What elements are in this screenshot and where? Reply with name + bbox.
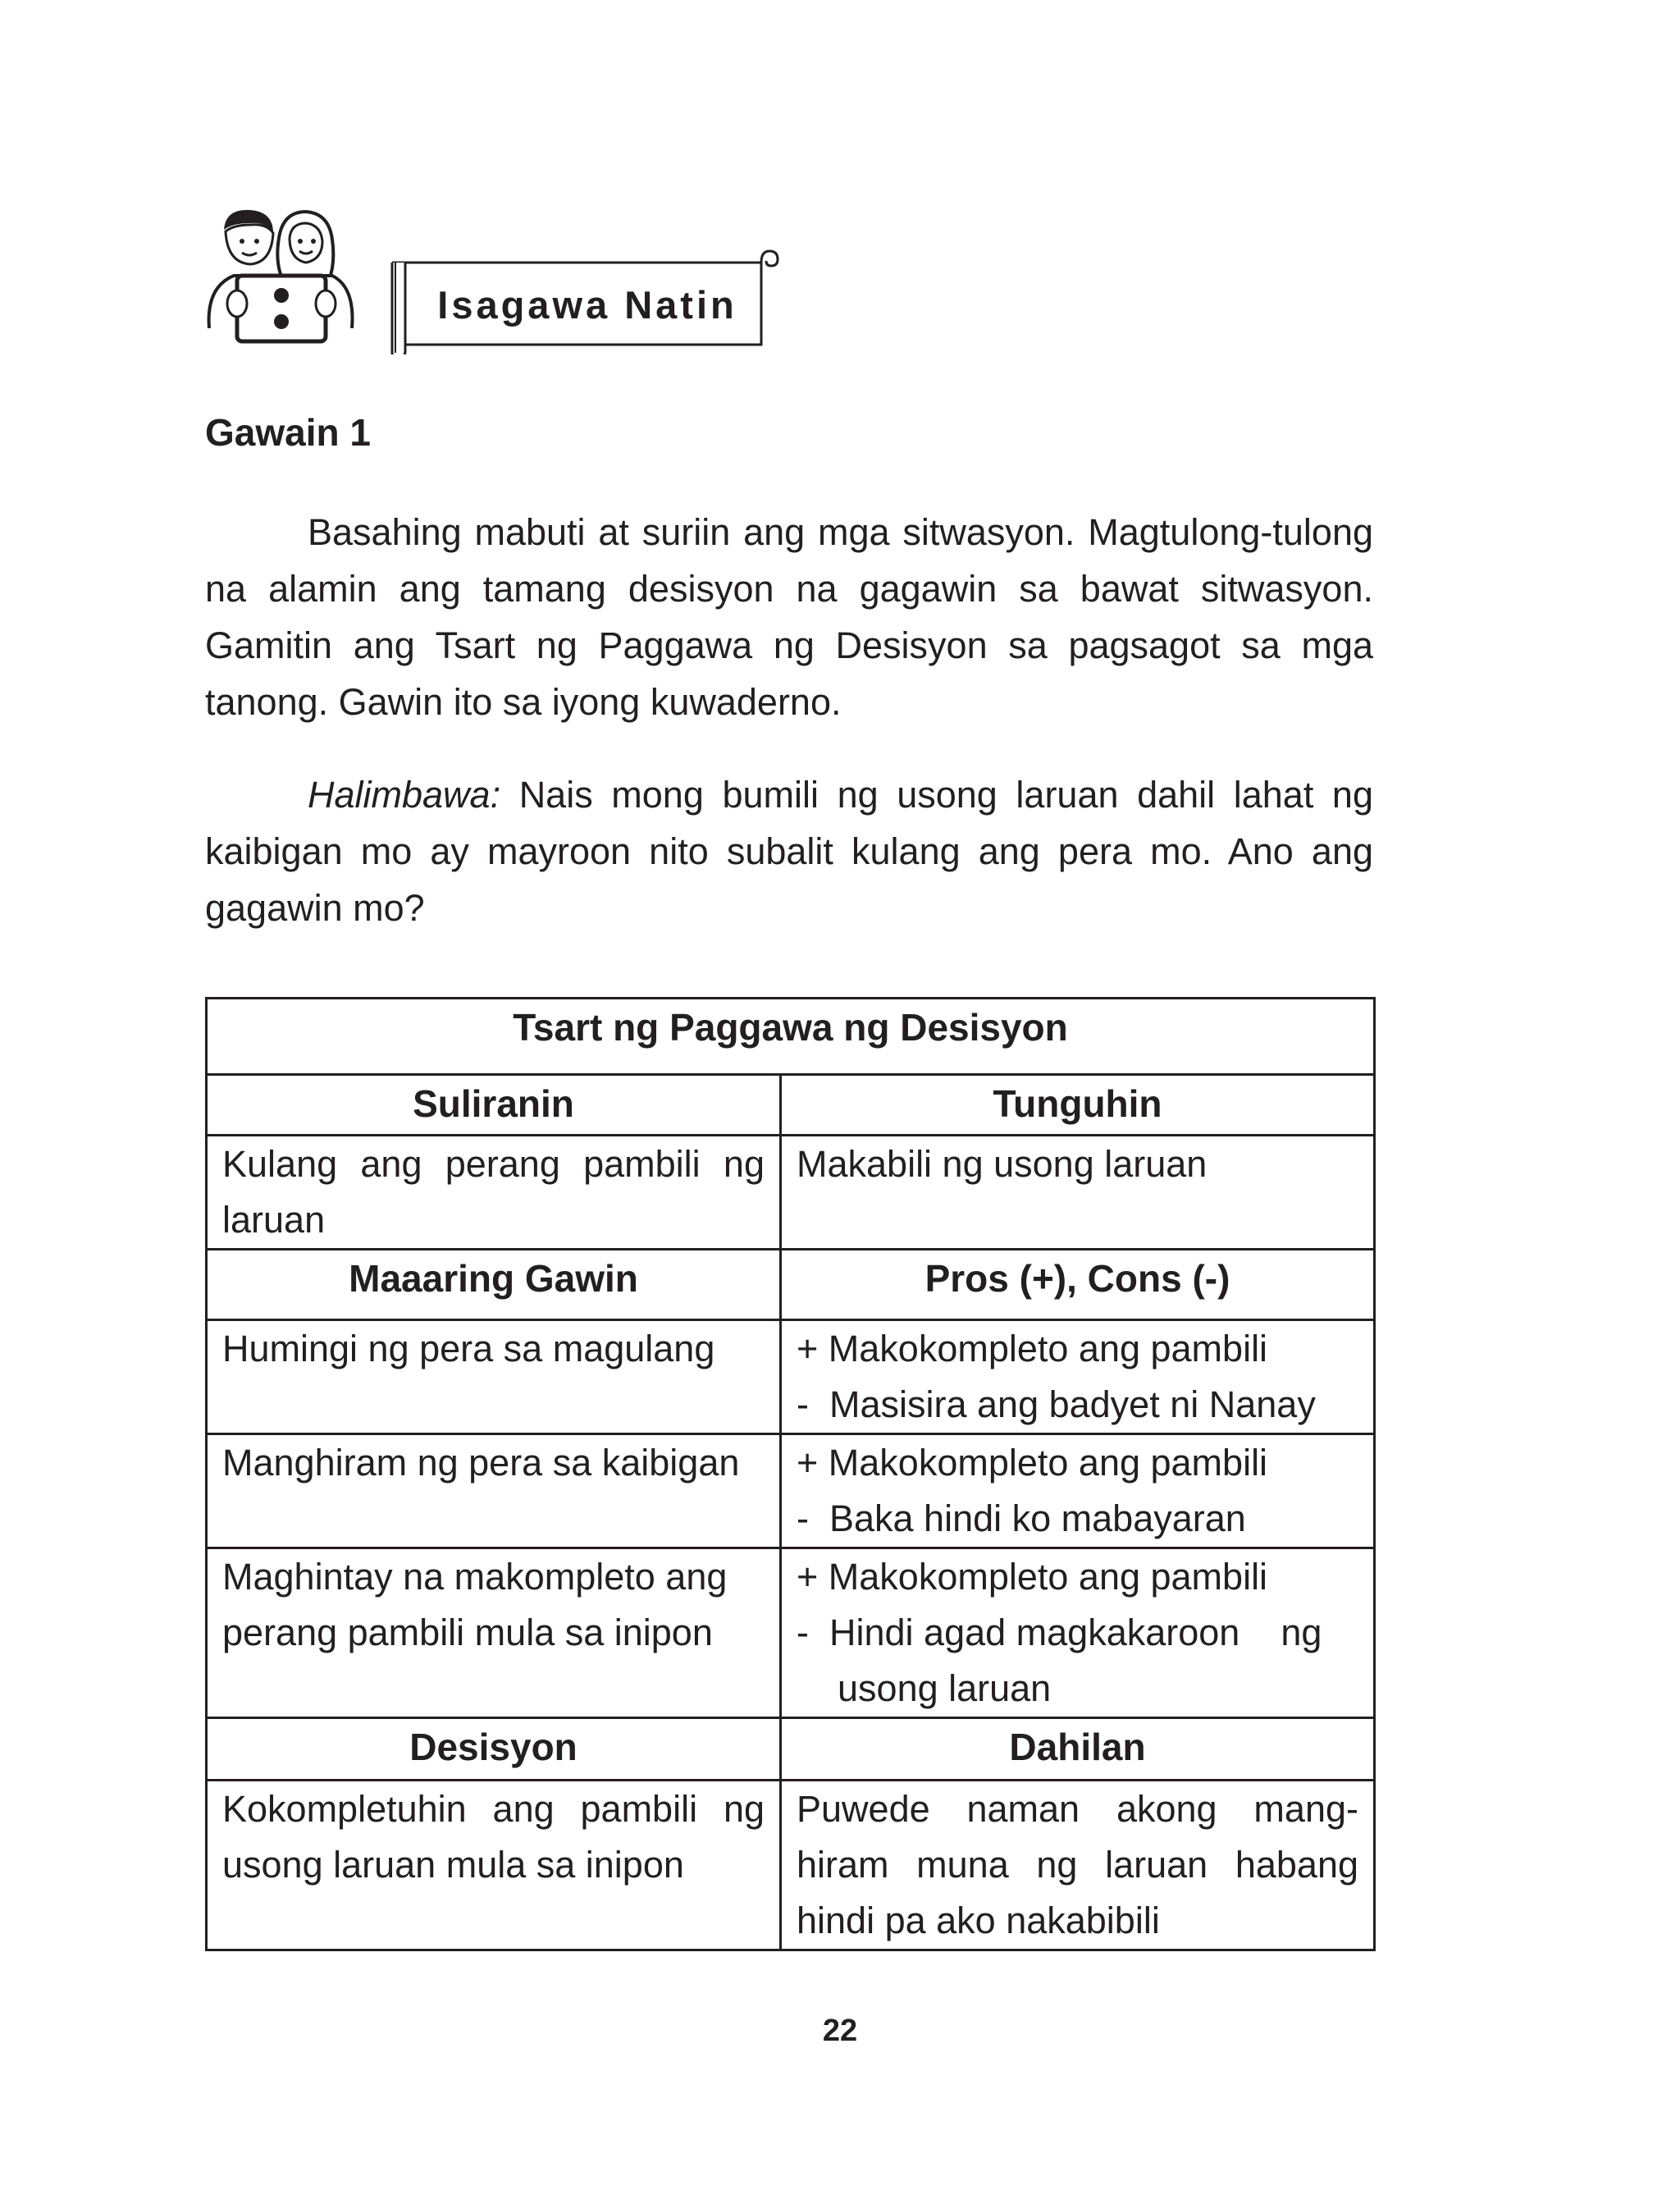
option-pros-cons: [781, 1434, 1375, 1548]
desisyon-header: Desisyon: [207, 1718, 781, 1781]
option-pro: + Makokompleto ang pambili: [797, 1556, 1268, 1598]
suliranin-header: Suliranin: [207, 1075, 781, 1136]
option-pro: + Makokompleto ang pambili: [797, 1442, 1268, 1484]
activity-title: Gawain 1: [205, 411, 371, 454]
option-con: - Masisira ang badyet ni Nanay: [797, 1383, 1316, 1425]
desisyon-cell: Kokompletuhin ang pambili ng usong laruan mula sa inipon: [207, 1781, 781, 1950]
option-con: - Baka hindi ko mabayaran: [797, 1497, 1246, 1539]
instructions-text: Basahing mabuti at suriin ang mga sitwasyon. Magtulong-tulong na alamin ang tamang desisyon na gagawin sa bawat sitwasyon. Gamitin ang Tsart ng Paggawa ng Desisyon sa pagsagot sa mga tanong. Gawin ito sa iyong kuwaderno.: [205, 511, 1373, 723]
option-con: - Hindi agad magkakaroon ng: [797, 1612, 1322, 1653]
option-pros-cons: [781, 1548, 1375, 1718]
option-con-continued: usong laruan: [797, 1667, 1052, 1709]
option-action: Manghiram ng pera sa kaibigan: [207, 1434, 781, 1548]
maaaring-gawin-header: Maaaring Gawin: [207, 1250, 781, 1320]
table-row: [207, 1434, 1375, 1548]
dahilan-header: Dahilan: [781, 1718, 1375, 1781]
table-row: [207, 1548, 1375, 1718]
instructions-paragraph: [205, 504, 1373, 730]
children-reading-icon: [201, 205, 358, 345]
decision-chart: [205, 997, 1376, 1951]
page-number: 22: [822, 2014, 858, 2048]
table-row: [207, 1320, 1375, 1434]
chart-title: Tsart ng Paggawa ng Desisyon: [207, 999, 1375, 1075]
pros-cons-header: Pros (+), Cons (-): [781, 1250, 1375, 1320]
option-pros-cons: [781, 1320, 1375, 1434]
example-paragraph: [205, 766, 1373, 936]
option-pro: + Makokompleto ang pambili: [797, 1328, 1268, 1369]
example-text: Nais mong bumili ng usong laruan dahil lahat ng kaibigan mo ay mayroon nito subalit kulang ang pera mo. Ano ang gagawin mo?: [205, 774, 1373, 929]
tunguhin-cell: Makabili ng usong laruan: [781, 1136, 1375, 1250]
suliranin-cell: Kulang ang perang pambili ng laruan: [207, 1136, 781, 1250]
section-title: Isagawa Natin: [437, 282, 737, 327]
tunguhin-header: Tunguhin: [781, 1075, 1375, 1136]
option-action: Humingi ng pera sa magulang: [207, 1320, 781, 1434]
dahilan-cell: Puwede naman akong mang-hiram muna ng laruan habang hindi pa ako nakabibili: [781, 1781, 1375, 1950]
option-action: Maghintay na makompleto ang perang pambili mula sa inipon: [207, 1548, 781, 1718]
example-label: Halimbawa:: [308, 774, 501, 816]
